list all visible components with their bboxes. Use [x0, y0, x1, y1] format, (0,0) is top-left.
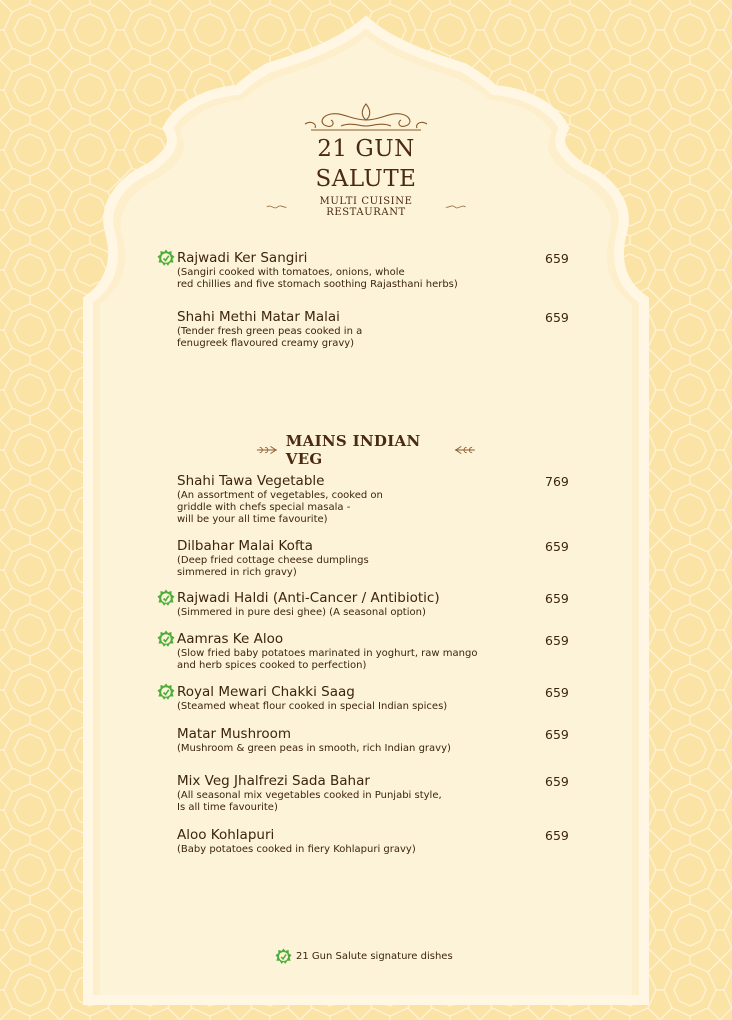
dish-description: (An assortment of vegetables, cooked on griddle with chefs special masala - will be your all time favourite)	[177, 490, 383, 525]
restaurant-logo	[266, 100, 466, 218]
dish-name: Aloo Kohlapuri	[177, 827, 275, 843]
dish-description: (Mushroom & green peas in smooth, rich Indian gravy)	[177, 743, 451, 754]
dish-description: (All seasonal mix vegetables cooked in Punjabi style, Is all time favourite)	[177, 790, 442, 813]
restaurant-subtitle: MULTI CUISINE RESTAURANT	[319, 196, 413, 218]
signature-dish-icon	[157, 249, 175, 267]
dish-description: (Sangiri cooked with tomatoes, onions, whole red chillies and five stomach soothing Rajasthani herbs)	[177, 267, 458, 290]
dish-name: Shahi Tawa Vegetable	[177, 473, 325, 489]
dish-price: 659	[545, 828, 569, 843]
dish-name: Dilbahar Malai Kofta	[177, 538, 313, 554]
dish-description: (Slow fried baby potatoes marinated in yoghurt, raw mango and herb spices cooked to perfection)	[177, 648, 478, 671]
dish-price: 659	[545, 251, 569, 266]
dish-name: Rajwadi Haldi (Anti-Cancer / Antibiotic)	[177, 590, 440, 606]
signature-dish-icon	[157, 683, 175, 701]
flourish-ornament-icon	[301, 100, 431, 134]
signature-dish-icon	[275, 948, 292, 965]
section-title: MAINS INDIAN VEG	[285, 432, 421, 468]
right-section-ornament-icon	[454, 445, 476, 455]
dish-price: 659	[545, 633, 569, 648]
left-section-ornament-icon	[256, 445, 278, 455]
dish-name: Shahi Methi Matar Malai	[177, 309, 340, 325]
menu-item	[177, 250, 577, 291]
dish-description: (Steamed wheat flour cooked in special Indian spices)	[177, 701, 448, 712]
dish-name: Mix Veg Jhalfrezi Sada Bahar	[177, 773, 370, 789]
dish-price: 659	[545, 310, 569, 325]
menu-item	[177, 773, 577, 814]
dish-price: 659	[545, 591, 569, 606]
restaurant-name-line2: SALUTE	[315, 166, 417, 192]
signature-dish-icon	[157, 630, 175, 648]
left-scroll-ornament-icon	[266, 203, 287, 211]
dish-price: 659	[545, 539, 569, 554]
dish-name: Royal Mewari Chakki Saag	[177, 684, 355, 700]
dish-price: 769	[545, 474, 569, 489]
dish-price: 659	[545, 685, 569, 700]
restaurant-name-line1: 21 GUN	[317, 136, 415, 162]
dish-name: Rajwadi Ker Sangiri	[177, 250, 308, 266]
signature-legend	[275, 948, 453, 965]
menu-item	[177, 684, 577, 713]
menu-item	[177, 631, 577, 672]
dish-description: (Simmered in pure desi ghee) (A seasonal option)	[177, 607, 426, 618]
right-scroll-ornament-icon	[445, 203, 466, 211]
dish-price: 659	[545, 774, 569, 789]
dish-description: (Baby potatoes cooked in fiery Kohlapuri gravy)	[177, 844, 416, 855]
dish-name: Aamras Ke Aloo	[177, 631, 284, 647]
menu-item	[177, 473, 577, 526]
dish-description: (Tender fresh green peas cooked in a fenugreek flavoured creamy gravy)	[177, 326, 363, 349]
menu-item	[177, 590, 577, 619]
menu-item	[177, 309, 577, 350]
dish-name: Matar Mushroom	[177, 726, 292, 742]
menu-item	[177, 827, 577, 856]
menu-item	[177, 538, 577, 579]
dish-description: (Deep fried cottage cheese dumplings simmered in rich gravy)	[177, 555, 369, 578]
dish-price: 659	[545, 727, 569, 742]
subtitle-row	[266, 196, 466, 218]
menu-item	[177, 726, 577, 755]
section-heading	[256, 432, 476, 468]
signature-dish-icon	[157, 589, 175, 607]
legend-text: 21 Gun Salute signature dishes	[296, 951, 453, 962]
